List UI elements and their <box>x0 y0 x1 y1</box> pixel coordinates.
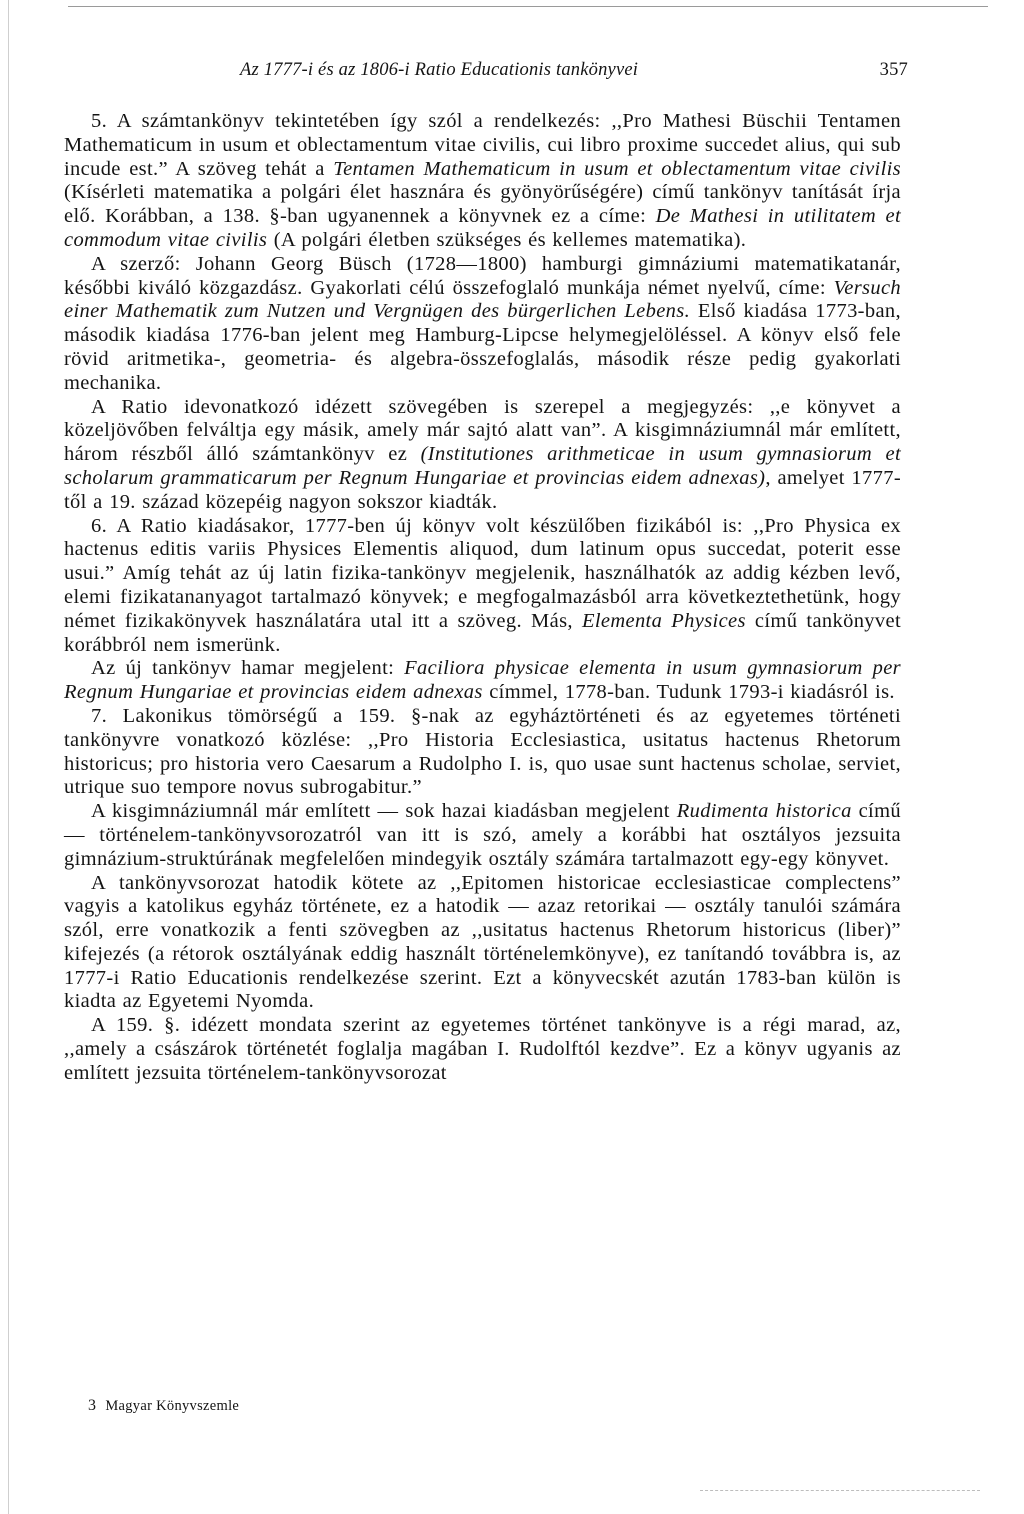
body-text <box>64 110 901 1086</box>
text-run: Az új tankönyv hamar megjelent: <box>91 657 405 680</box>
italic-title: (Institutiones arithmeticae in usum gymnasiorum et scholarum grammaticarum per Regnum Hungariae et provincias eidem adnexas) <box>64 443 901 489</box>
text-run: 6. A Ratio kiadásakor, 1777-ben új könyv volt készülőben fizikából is: ,,Pro Physica ex hactenus editis variis Physices Elementis aliquod, dum latinum opus succedat, poterit esse usui.” Amíg tehát az új latin fizika-tankönyv megjelenik, használhatók az addig kézben levő, elemi fizikatananyagot tartalmazó könyvek; e megfogalmazásból arra következtethetünk, hogy német fizikakönyvek használatára utal itt a szöveg. Más, <box>64 514 901 632</box>
italic-title: Faciliora physicae elementa in usum gymnasiorum per Regnum Hungariae et provincias eidem adnexas <box>64 657 901 704</box>
top-rule <box>68 6 988 7</box>
text-run: (Kísérleti matematika a polgári élet hasznára és gyönyörűségére) című tankönyv tanítását írja elő. Korábban, a 138. §-ban ugyanennek a könyvnek ez a címe: <box>64 181 901 228</box>
paragraph <box>64 705 901 800</box>
text-run: címmel, 1778-ban. Tudunk 1793-i kiadásról is. <box>482 681 895 704</box>
text-run: Első kiadása 1773-ban, második kiadása 1776-ban jelent meg Hamburg-Lipcse helymegjelöléssel. A könyv első fele rövid aritmetika-, geometria- és algebra-összefoglalás, második része pedig gyakorlati mechanika. <box>64 300 901 394</box>
scan-edge <box>8 0 9 1514</box>
italic-title: Rudimenta historica <box>676 800 852 823</box>
text-run: című tankönyvet korábbról nem ismerünk. <box>64 609 902 656</box>
paragraph <box>64 1014 901 1085</box>
italic-title: Elementa Physices <box>581 609 746 632</box>
text-run: A kisgimnáziumnál már említett — sok hazai kiadásban megjelent <box>91 800 677 823</box>
italic-title: Tentamen Mathematicum in usum et oblectamentum vitae civilis <box>333 157 901 180</box>
paragraph <box>64 800 901 871</box>
journal-name: Magyar Könyvszemle <box>105 1398 240 1414</box>
bottom-rule <box>700 1490 980 1492</box>
text-run: A szerző: Johann Georg Büsch (1728—1800) hamburgi gimnáziumi matematikatanár, későbbi kiváló közgazdász. Gyakorlati célú összefoglaló munkája német nyelvű, címe: <box>64 252 901 299</box>
text-run: A tankönyvsorozat hatodik kötete az ,,Epitomen historicae ecclesiasticae complectens” vagyis a katolikus egyház története, ez a hatodik — azaz retorikai — osztály tanulói számára szól, erre vonatkozik a fenti szövegben az ,,usitatus hactenus Rhetorum historicus (liber)” kifejezés (a rétorok osztályának eddig használt történelemkönyve), ez tanítandó továbbra is, az 1777-i Ratio Educationis rendelkezése szerint. Ezt a könyvecskét azután 1783-ban külön is kiadta az Egyetemi Nyomda. <box>64 871 901 1013</box>
paragraph <box>64 515 901 658</box>
paragraph <box>64 396 901 515</box>
paragraph <box>64 253 901 396</box>
italic-title: Versuch einer Mathematik zum Nutzen und Vergnügen des bürgerlichen Lebens. <box>64 276 901 323</box>
running-head-title: Az 1777-i és az 1806-i Ratio Educationis tankönyvei <box>240 60 639 80</box>
text-run: , amelyet 1777-től a 19. század közepéig nagyon sokszor kiadták. <box>64 466 901 513</box>
paragraph <box>64 110 901 253</box>
footer-signature <box>88 1397 239 1415</box>
text-run: 5. A számtankönyv tekintetében így szól a rendelkezés: ,,Pro Mathesi Büschii Tentamen Mathematicum in usum et oblectamentum vitae civilis, cui libro proxime succedet alius, qui sub incude est.” A szöveg tehát a <box>64 110 901 180</box>
signature-number: 3 <box>88 1397 97 1414</box>
text-run: 7. Lakonikus tömörségű a 159. §-nak az egyháztörténeti és az egyetemes történeti tankönyvre vonatkozó közlése: ,,Pro Historia Ecclesiastica, usitatus hactenus Rhetorum historicus; pro historia vero Caesarum a Rudolpho I. is, quo usae sunt hactenus scholae, serviet, utrique suo tempore novus subrogabitur.” <box>64 704 901 799</box>
italic-title: De Mathesi in utilitatem et commodum vitae civilis <box>64 205 901 251</box>
text-run: (A polgári életben szükséges és kellemes matematika). <box>267 228 747 251</box>
text-run: A Ratio idevonatkozó idézett szövegében is szerepel a megjegyzés: ,,e könyvet a közeljövőben felváltja egy másik, amely már sajtó alatt van”. A kisgimnáziumnál már említett, három részből álló számtankönyv ez <box>64 395 901 466</box>
paragraph <box>64 657 901 705</box>
text-run: A 159. §. idézett mondata szerint az egyetemes történet tankönyve is a régi marad, az, ,,amely a császárok történetét foglalja magában I. Rudolftól kezdve”. Ez a könyv ugyanis az említett jezsuita történelem-tankönyvsorozat <box>64 1014 901 1084</box>
text-run: című — történelem-tankönyvsorozatról van itt is szó, amely a korábbi hat osztályos jezsuita gimnázium-struktúrának megfelelően mindegyik osztály számára tartalmazott egy-egy könyvet. <box>64 800 901 870</box>
paragraph <box>64 872 901 1015</box>
page-number: 357 <box>879 60 908 80</box>
